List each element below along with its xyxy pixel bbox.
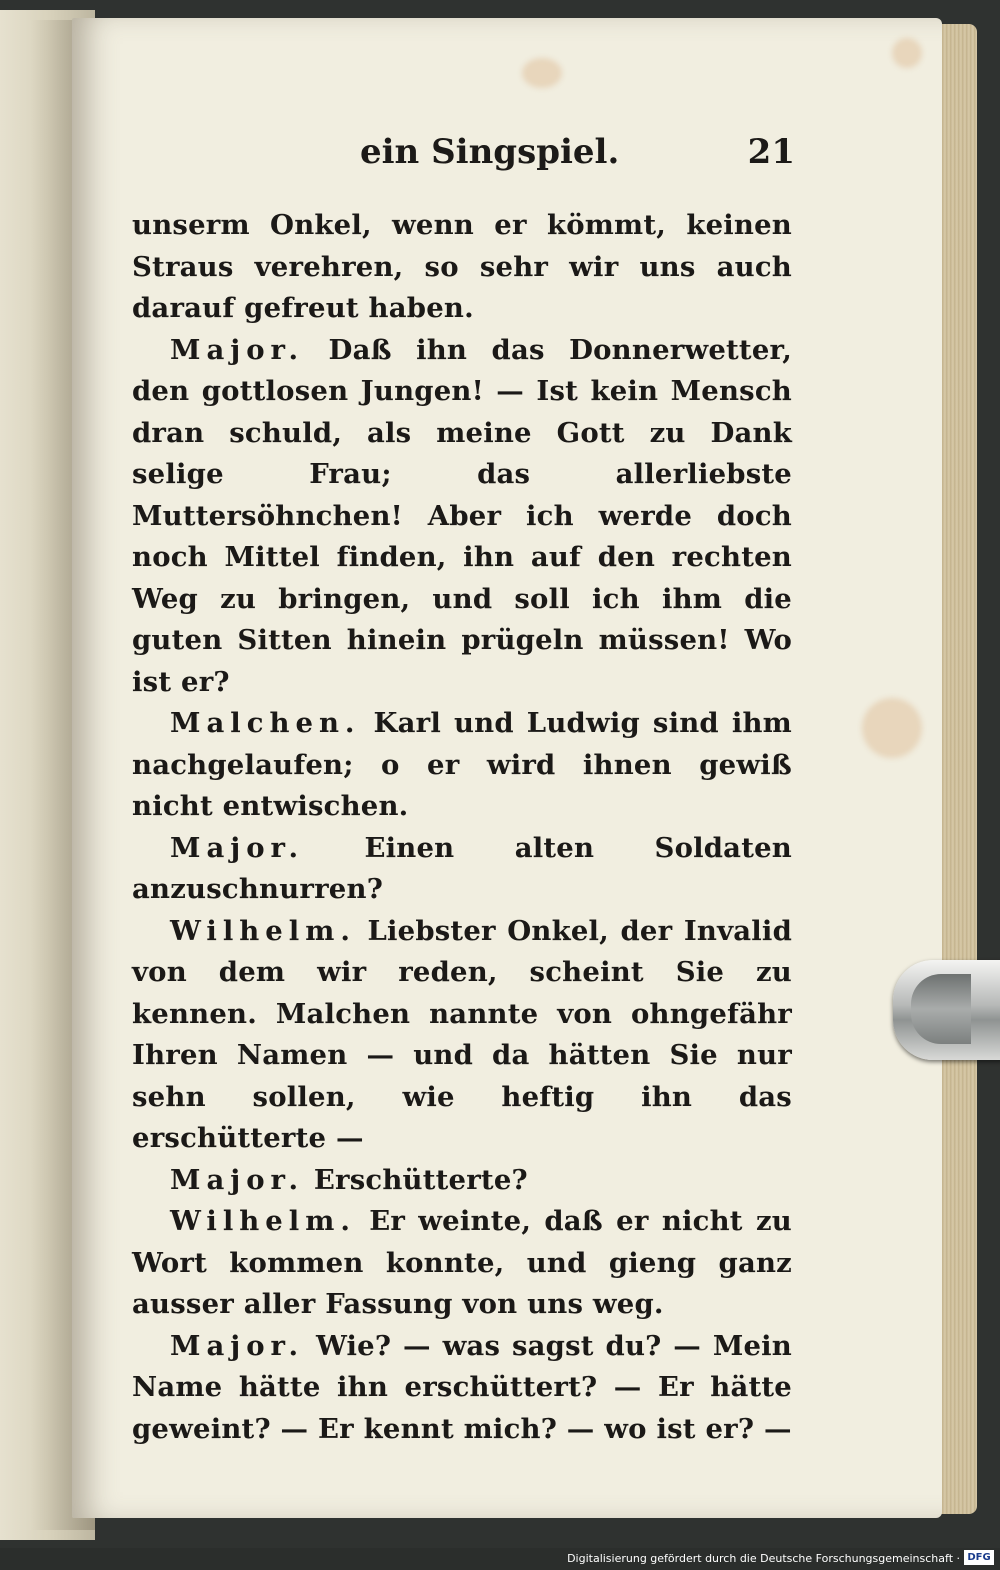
speaker-name: Major. xyxy=(170,1329,305,1362)
dfg-logo: DFG xyxy=(964,1550,994,1565)
page-number: 21 xyxy=(747,132,795,172)
speaker-name: Malchen. xyxy=(170,707,361,739)
foxing-stain xyxy=(862,698,922,758)
paragraph xyxy=(132,1160,792,1202)
digitization-credit: Digitalisierung gefördert durch die Deutsche Forschungsgemeinschaft · xyxy=(567,1552,960,1565)
paragraph-text: unserm Onkel, wenn er kömmt, keinen Straus verehren, so sehr wir uns auch darauf gefreut haben. xyxy=(132,209,792,324)
paragraph xyxy=(132,1326,792,1451)
running-title: ein Singspiel. xyxy=(360,132,620,172)
speaker-name: Wilhelm. xyxy=(170,1205,356,1237)
speaker-name: Major. xyxy=(170,1163,305,1196)
running-header xyxy=(135,132,795,182)
page-clip-inner xyxy=(911,974,971,1044)
paragraph xyxy=(132,205,792,330)
paragraph xyxy=(132,828,792,911)
paragraph-text: Liebster Onkel, der Invalid von dem wir reden, scheint Sie zu kennen. Malchen nannte von ohngefähr Ihren Namen — und da hätten Sie nur sehn sollen, wie heftig ihn das erschütterte — xyxy=(132,914,792,1154)
paragraph-text: Er weinte, daß er nicht zu Wort kommen konnte, und gieng ganz ausser aller Fassung von uns weg. xyxy=(132,1205,792,1320)
paragraph-text: Erschütterte? xyxy=(313,1163,528,1196)
paragraph-text: Karl und Ludwig sind ihm nachgelaufen; o er wird ihnen gewiß nicht entwischen. xyxy=(132,707,792,822)
paragraph-text: Daß ihn das Donnerwetter, den gottlosen Jungen! — Ist kein Mensch dran schuld, als meine Gott zu Dank selige Frau; das allerliebste Muttersöhnchen! Aber ich werde doch noch Mittel finden, ihn auf den rechten Weg zu bringen, und soll ich ihm die guten Sitten hinein prügeln müssen! Wo ist er? xyxy=(132,333,792,698)
paragraph-text: Wie? — was sagst du? — Mein Name hätte ihn erschüttert? — Er hätte geweint? — Er kennt mich? — wo ist er? — xyxy=(132,1329,793,1445)
speaker-name: Major. xyxy=(170,333,305,366)
page-body xyxy=(132,205,792,1450)
page-clip xyxy=(893,960,1000,1060)
paragraph xyxy=(132,703,792,828)
speaker-name: Wilhelm. xyxy=(170,914,356,947)
foxing-stain xyxy=(522,58,562,88)
foxing-stain xyxy=(892,38,922,68)
paragraph xyxy=(132,911,792,1160)
speaker-name: Major. xyxy=(170,831,305,864)
paragraph-text: Einen alten Soldaten anzuschnurren? xyxy=(132,831,792,905)
paragraph xyxy=(132,1201,792,1326)
paragraph xyxy=(132,330,792,704)
